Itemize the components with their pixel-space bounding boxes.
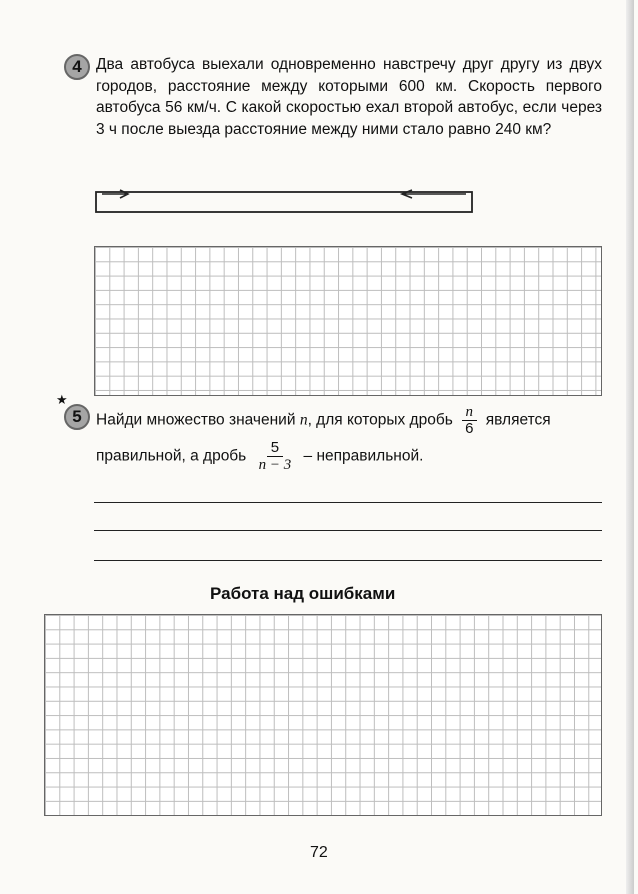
task-4-badge: [64, 54, 90, 80]
fraction-n-over-6: [461, 404, 477, 437]
task-5-text-b: , для которых дробь: [307, 411, 453, 429]
task-5-text-c: является: [485, 411, 551, 429]
answer-line-3[interactable]: [94, 560, 602, 561]
answer-line-1[interactable]: [94, 502, 602, 503]
route-segment: [96, 192, 472, 212]
task-5-text-d: правильной, а дробь: [96, 447, 247, 465]
task-5-number: 5: [72, 407, 82, 426]
error-work-grid[interactable]: [44, 614, 602, 816]
fraction-5-over-n-minus-3: [255, 440, 296, 473]
task-5-badge: [64, 404, 90, 430]
task-5-text-e: – неправильной.: [303, 447, 424, 465]
fraction-1-numerator: n: [462, 404, 478, 421]
fraction-1-denominator: 6: [465, 420, 474, 437]
task-4-number: 4: [72, 57, 82, 76]
fraction-2-numerator: 5: [267, 440, 283, 457]
page-number: 72: [310, 844, 328, 861]
errors-heading: Работа над ошибками: [210, 584, 396, 603]
solution-grid-task-4[interactable]: [94, 246, 602, 396]
fraction-2-denominator: n − 3: [258, 457, 292, 473]
answer-line-2[interactable]: [94, 530, 602, 531]
task-5-line2: [96, 440, 423, 473]
task-5-line1: [96, 404, 606, 437]
task-5-text-a: Найди множество значений: [96, 411, 296, 429]
star-mark: ★: [56, 392, 68, 407]
task-4-text: Два автобуса выехали одновременно навстречу друг другу из двух городов, расстояние между которыми 600 км. Скорость первого автобуса 56 км/ч. С какой скоростью ехал второй автобус, если через 3 ч после выезда расстояние между ними стало равно 240 км?: [96, 56, 602, 138]
bus-diagram: [94, 188, 478, 218]
page-edge: [626, 0, 634, 894]
variable-n: n: [299, 411, 308, 429]
